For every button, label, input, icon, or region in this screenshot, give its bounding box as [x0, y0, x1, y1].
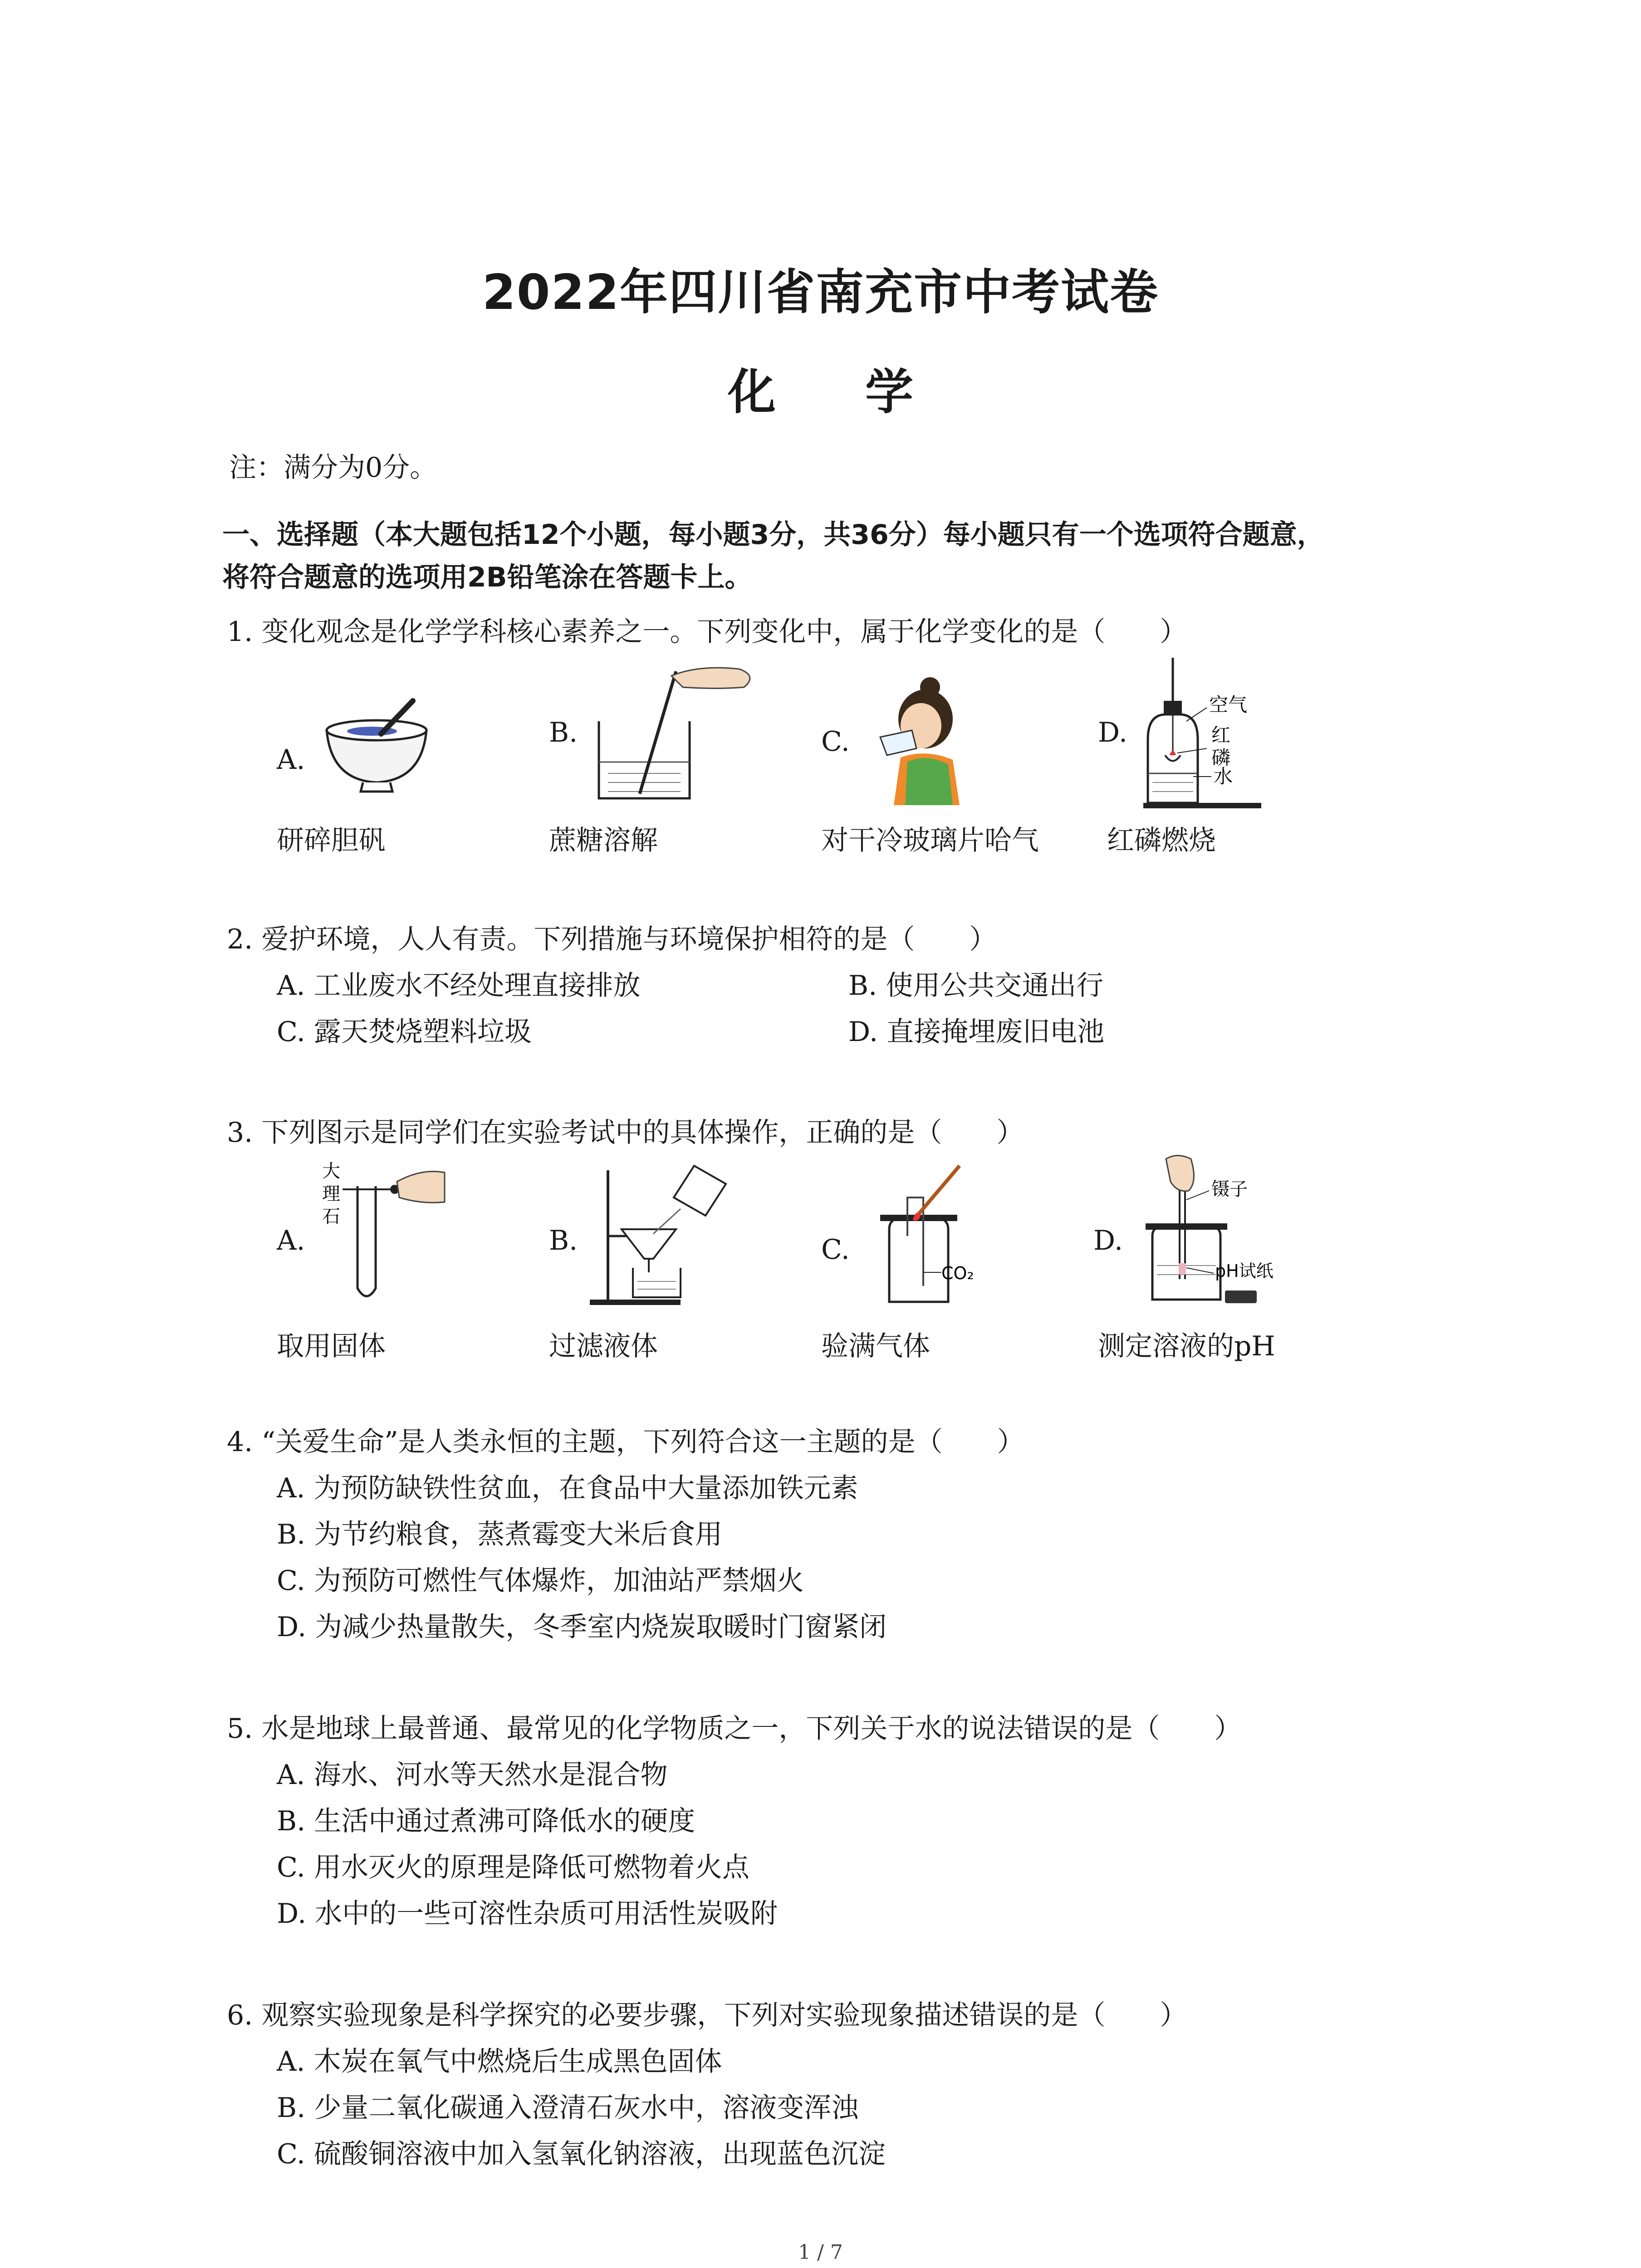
q1-option-c-caption: 对干冷玻璃片哈气 [821, 825, 1039, 856]
test-tube-marble-icon [318, 1157, 445, 1306]
q3-option-c-letter: C. [821, 1234, 850, 1266]
q5-option-b: B. 生活中通过煮沸可降低水的硬度 [277, 1805, 696, 1837]
q1-water-label: 水 [1214, 765, 1233, 787]
q5-option-a: A. 海水、河水等天然水是混合物 [277, 1759, 668, 1791]
filtration-setup-icon [590, 1161, 744, 1306]
q5-option-c: C. 用水灭火的原理是降低可燃物着火点 [277, 1852, 749, 1883]
q3-option-c-caption: 验满气体 [821, 1330, 930, 1362]
q3-co2-label: CO₂ [941, 1263, 974, 1283]
q3-marble-label-3: 石 [322, 1206, 340, 1227]
q2-option-d: D. 直接掩埋废旧电池 [848, 1016, 1105, 1048]
q3-option-b-caption: 过滤液体 [549, 1330, 658, 1362]
q2-option-c: C. 露天焚烧塑料垃圾 [277, 1016, 532, 1048]
subject-title: 化 学 [728, 364, 950, 420]
q6-option-a: A. 木炭在氧气中燃烧后生成黑色固体 [277, 2046, 722, 2077]
q1-stem: 1. 变化观念是化学学科核心素养之一。下列变化中，属于化学变化的是（ ） [227, 616, 1187, 648]
q1-option-d-caption: 红磷燃烧 [1107, 825, 1216, 856]
q1-option-d-letter: D. [1098, 717, 1128, 748]
q3-option-b-letter: B. [549, 1225, 578, 1256]
q2-option-a: A. 工业废水不经处理直接排放 [277, 970, 641, 1002]
q1-option-a-caption: 研碎胆矾 [277, 825, 386, 856]
q1-option-c-letter: C. [821, 726, 850, 758]
q3-stem: 3. 下列图示是同学们在实验考试中的具体操作，正确的是（ ） [227, 1117, 1024, 1149]
beaker-stirring-icon [590, 667, 762, 803]
q3-option-d-letter: D. [1093, 1225, 1123, 1256]
q2-stem: 2. 爱护环境，人人有责。下列措施与环境保护相符的是（ ） [227, 924, 997, 955]
q2-option-b: B. 使用公共交通出行 [848, 970, 1104, 1002]
q3-option-d-caption: 测定溶液的pH [1098, 1330, 1275, 1362]
q3-option-a-caption: 取用固体 [277, 1330, 386, 1362]
q1-option-b-caption: 蔗糖溶解 [549, 825, 658, 856]
q1-phosphorus-label: 磷 [1211, 747, 1231, 769]
q3-ph-paper-label: pH试纸 [1215, 1261, 1274, 1281]
q4-option-c: C. 为预防可燃性气体爆炸，加油站严禁烟火 [277, 1565, 804, 1597]
q4-stem: 4. “关爱生命”是人类永恒的主题，下列符合这一主题的是（ ） [227, 1426, 1024, 1458]
section-heading-line2: 将符合题意的选项用2B铅笔涂在答题卡上。 [222, 562, 752, 593]
score-note: 注：满分为0分。 [229, 452, 437, 484]
q4-option-a: A. 为预防缺铁性贫血，在食品中大量添加铁元素 [277, 1472, 858, 1504]
q3-marble-label-1: 大 [322, 1161, 340, 1182]
q6-option-c: C. 硫酸铜溶液中加入氢氧化钠溶液，出现蓝色沉淀 [277, 2138, 886, 2170]
page-number: 1 / 7 [798, 2241, 843, 2264]
section-heading-line1: 一、选择题（本大题包括12个小题，每小题3分，共36分）每小题只有一个选项符合题意， [222, 519, 1324, 551]
q4-option-b: B. 为节约粮食，蒸煮霉变大米后食用 [277, 1519, 723, 1550]
red-phosphorus-jar-icon [1143, 658, 1316, 812]
q6-stem: 6. 观察实验现象是科学探究的必要步骤，下列对实验现象描述错误的是（ ） [227, 1999, 1187, 2031]
q6-option-b: B. 少量二氧化碳通入澄清石灰水中，溶液变浑浊 [277, 2092, 859, 2124]
mortar-pestle-icon [318, 699, 436, 798]
q1-option-a-letter: A. [277, 744, 305, 776]
q5-stem: 5. 水是地球上最普通、最常见的化学物质之一，下列关于水的说法错误的是（ ） [227, 1713, 1242, 1745]
q1-red-label: 红 [1211, 724, 1231, 746]
q3-option-a-letter: A. [277, 1225, 305, 1256]
exam-title: 2022年四川省南充市中考试卷 [482, 264, 1159, 320]
q3-tweezers-label: 镊子 [1211, 1179, 1248, 1200]
girl-breathing-on-glass-icon [862, 676, 998, 807]
q4-option-d: D. 为减少热量散失，冬季室内烧炭取暖时门窗紧闭 [277, 1611, 887, 1643]
ph-test-setup-icon [1134, 1154, 1307, 1309]
q3-marble-label-2: 理 [322, 1183, 340, 1204]
q1-option-b-letter: B. [549, 717, 578, 748]
q1-air-label: 空气 [1209, 694, 1248, 716]
gas-bottle-splint-icon [862, 1157, 998, 1306]
q5-option-d: D. 水中的一些可溶性杂质可用活性炭吸附 [277, 1898, 778, 1930]
